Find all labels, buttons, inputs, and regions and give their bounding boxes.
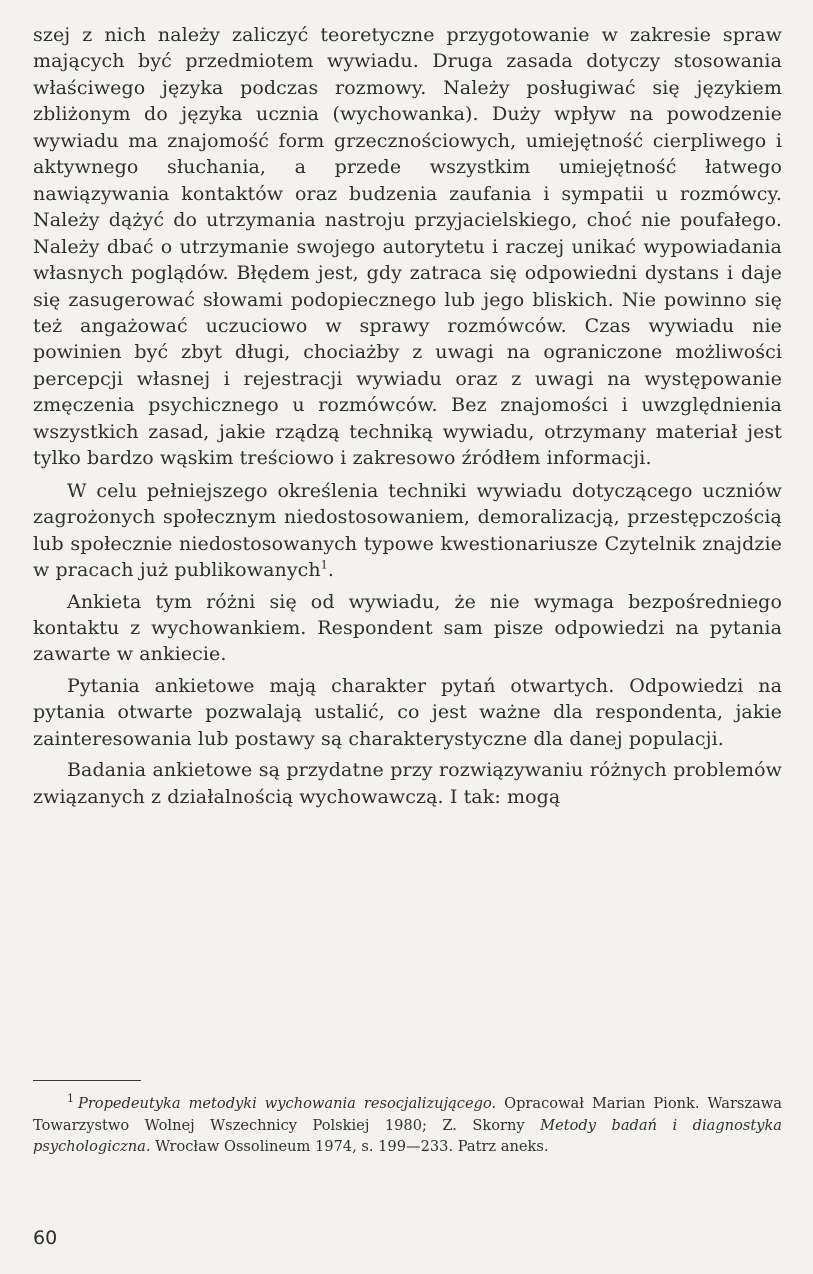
footnote <box>33 1093 782 1158</box>
paragraph-2 <box>33 478 782 584</box>
paragraph-2-text: W celu pełniejszego określenia techniki wywiadu dotyczącego uczniów zagrożonych społecznym niedostosowaniem, demoralizacją, przestępczością lub społecznie niedostosowanych typowe kwestionariusze Czytelnik znajdzie w pracach już publikowanych <box>33 479 782 582</box>
body-text <box>33 22 782 810</box>
paragraph-1: szej z nich należy zaliczyć teoretyczne przygotowanie w zakresie spraw mających być przedmiotem wywiadu. Druga zasada dotyczy stosowania właściwego języka podczas rozmowy. Należy posługiwać się językiem zbliżonym do języka ucznia (wychowanka). Duży wpływ na powodzenie wywiadu ma znajomość form grzecznościowych, umiejętność cierpliwego i aktywnego słuchania, a przede wszystkim umiejętność łatwego nawiązywania kontaktów oraz budzenia zaufania i sympatii u rozmówcy. Należy dążyć do utrzymania nastroju przyjacielskiego, choć nie poufałego. Należy dbać o utrzymanie swojego autorytetu i raczej unikać wypowiadania własnych poglądów. Błędem jest, gdy zatraca się odpowiedni dystans i daje się zasugerować słowami podopiecznego lub jego bliskich. Nie powinno się też angażować uczuciowo w sprawy rozmówców. Czas wywiadu nie powinien być zbyt długi, chociażby z uwagi na ograniczone możliwości percepcji własnej i rejestracji wywiadu oraz z uwagi na występowanie zmęczenia psychicznego u rozmówców. Bez znajomości i uwzględnienia wszystkich zasad, jakie rządzą techniką wywiadu, otrzymany materiał jest tylko bardzo wąskim treściowo i zakresowo źródłem informacji. <box>33 24 782 470</box>
footnote-divider <box>33 1080 141 1081</box>
footnote-title-1: Propedeutyka metodyki wychowania resocjalizującego. <box>78 1095 497 1112</box>
footnote-reference[interactable]: 1 <box>320 558 328 572</box>
paragraph-2-end: . <box>327 559 334 582</box>
paragraph-5: Badania ankietowe są przydatne przy rozwiązywaniu różnych problemów związanych z działalnością wychowawczą. I tak: mogą <box>33 759 782 808</box>
footnote-title-2: Metody badań i diagnostyka psychologiczna. <box>33 1116 783 1155</box>
paragraph-3: Ankieta tym różni się od wywiadu, że nie wymaga bezpośredniego kontaktu z wychowankiem. Respondent sam pisze odpowiedzi na pytania zawarte w ankiecie. <box>33 590 782 666</box>
footnote-text-2: Wrocław Ossolineum 1974, s. 199—233. Patrz aneks. <box>150 1138 549 1155</box>
paragraph-4: Pytania ankietowe mają charakter pytań otwartych. Odpowiedzi na pytania otwarte pozwalają ustalić, co jest ważne dla respondenta, jakie zainteresowania lub postawy są charakterystyczne dla danej populacji. <box>33 674 782 750</box>
footnote-mark: 1 <box>67 1092 74 1106</box>
footnote-text-1: Opracował Marian Pionk. Warszawa Towarzystwo Wolnej Wszechnicy Polskiej 1980; Z. Skorny <box>33 1095 782 1134</box>
page-number: 60 <box>33 1227 58 1249</box>
